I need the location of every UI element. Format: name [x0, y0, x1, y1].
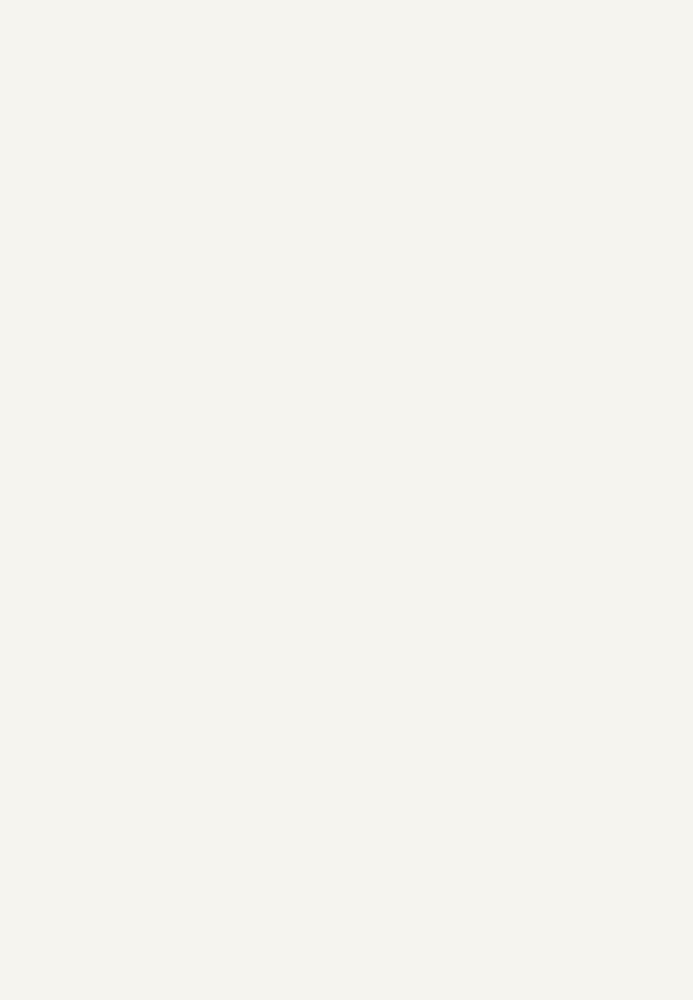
piano-keyboard-illustration	[20, 284, 350, 424]
body-final	[20, 908, 670, 914]
body-continuation	[20, 427, 670, 433]
notes-table	[150, 66, 490, 70]
octave-intro	[370, 282, 670, 288]
